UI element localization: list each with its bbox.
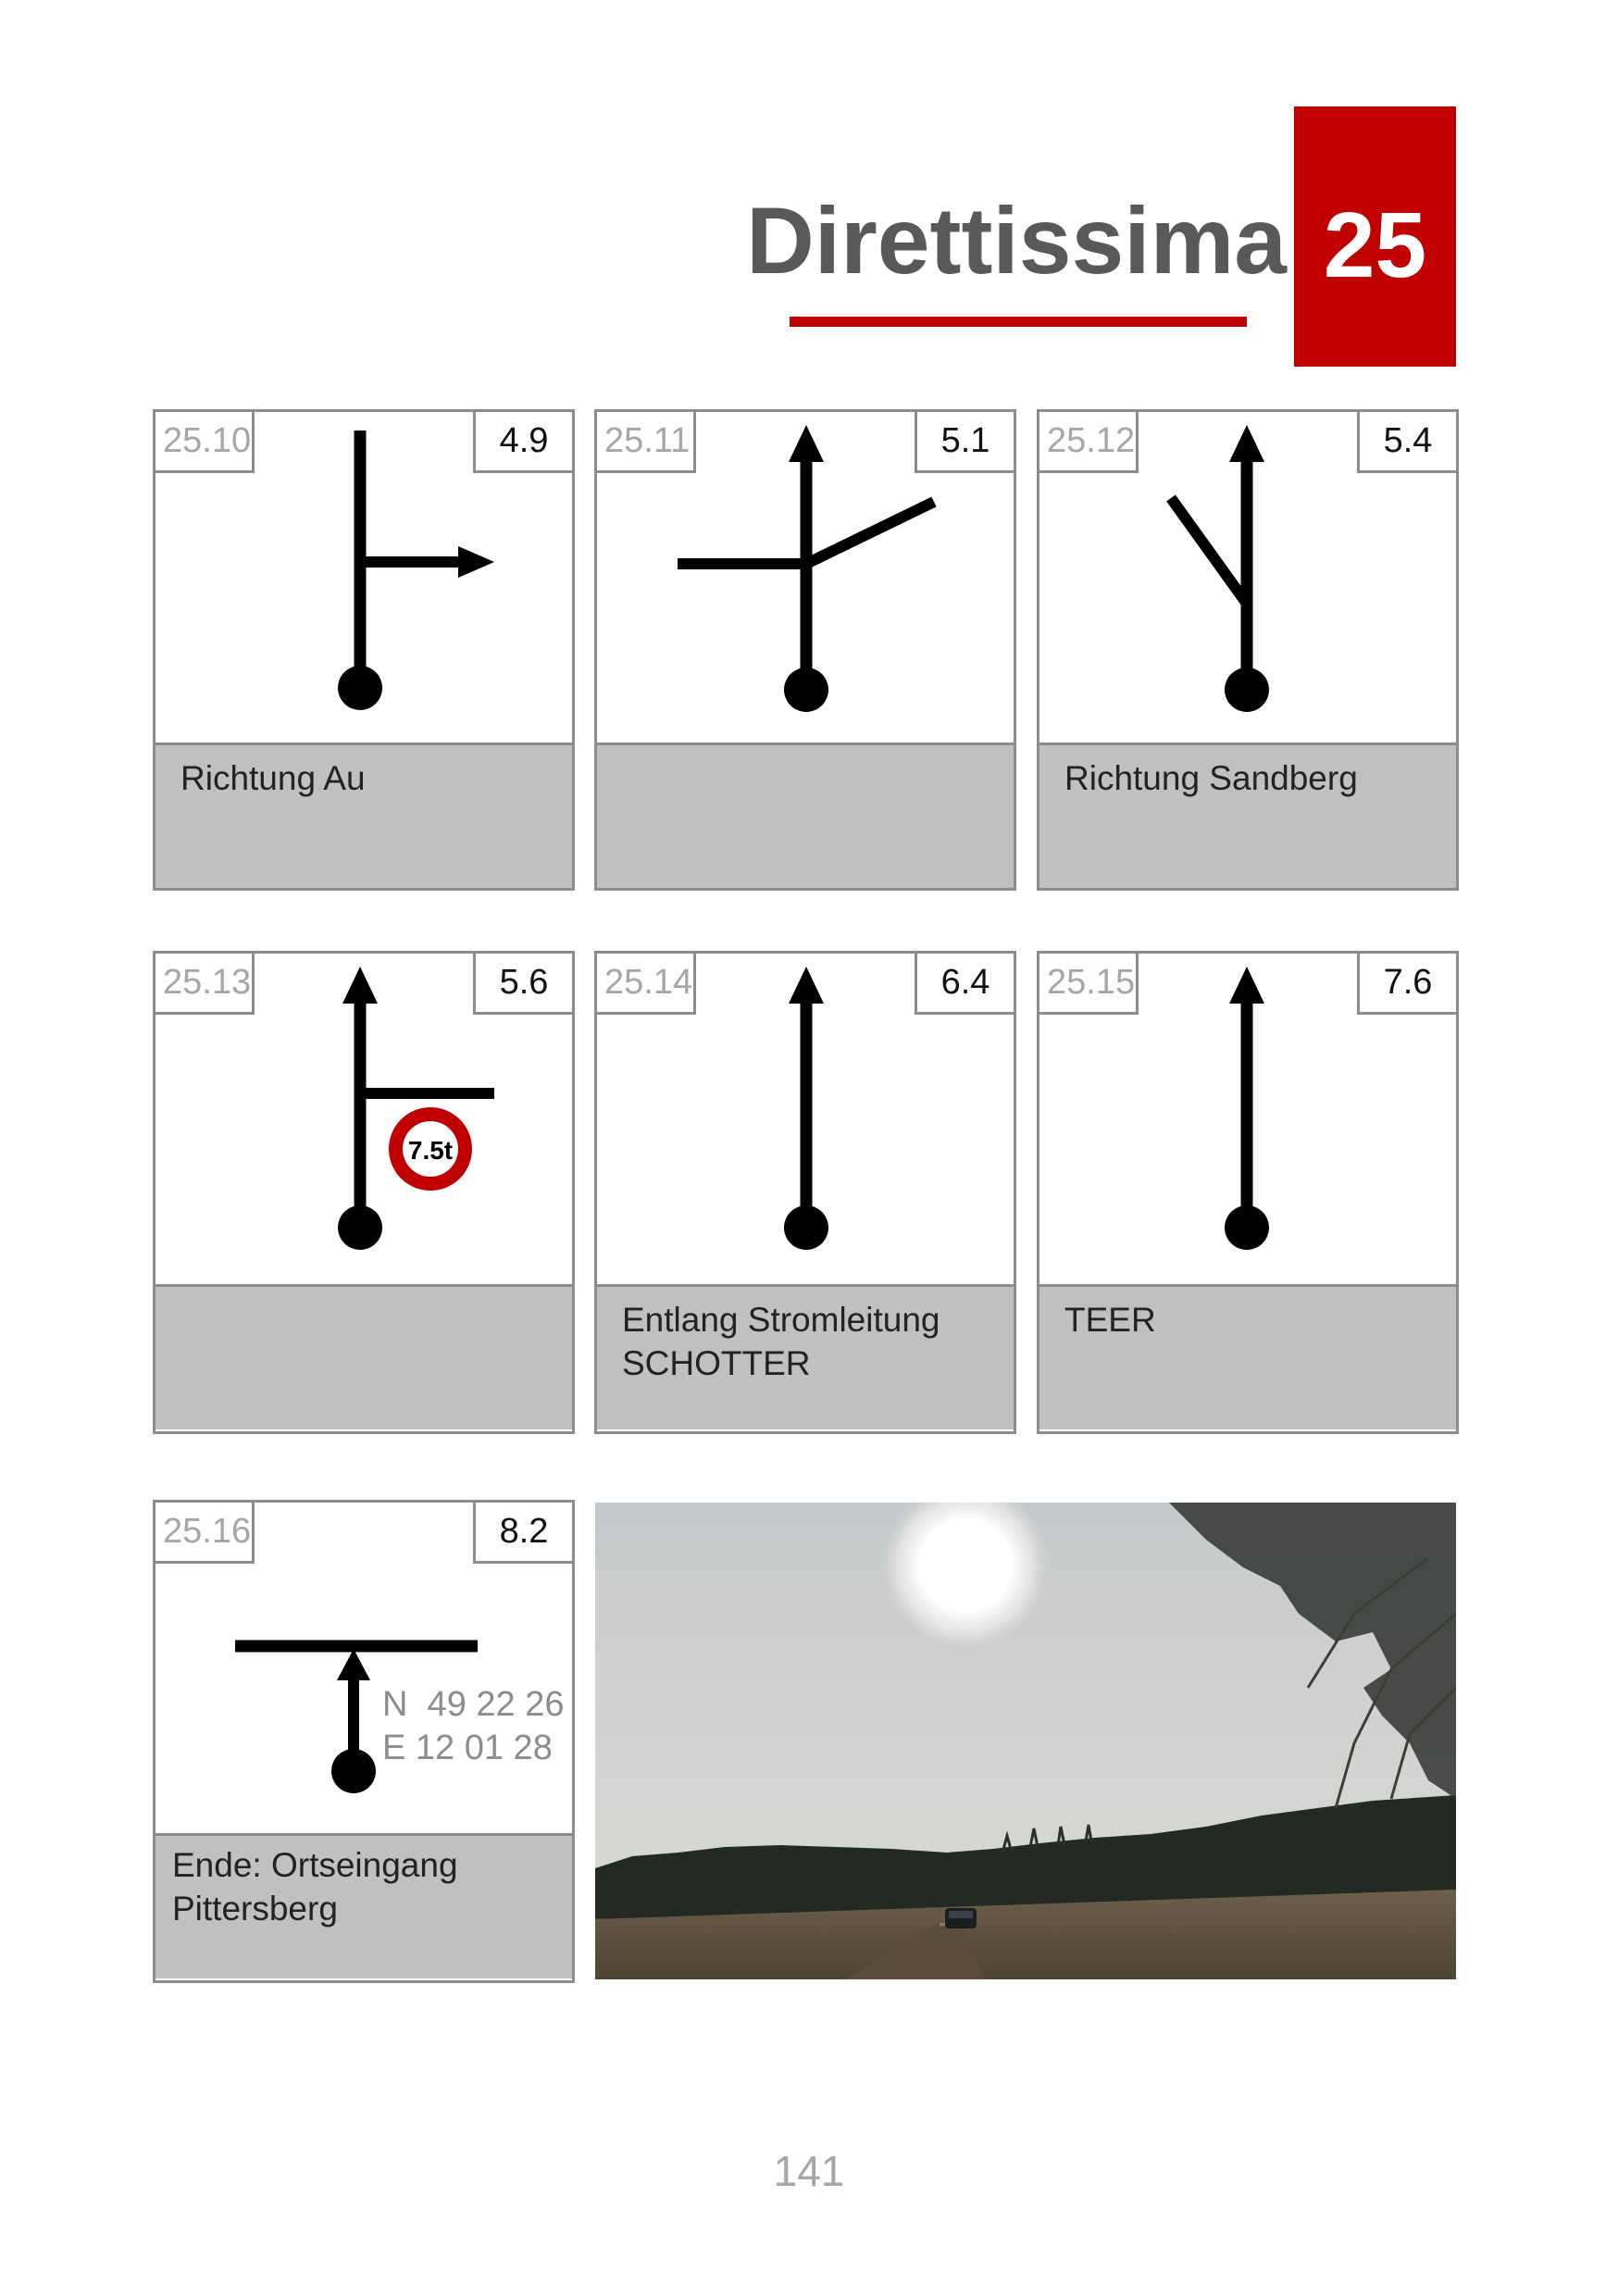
note-panel — [1039, 1284, 1456, 1429]
roadbook-card — [153, 951, 575, 1434]
roadbook-card — [153, 409, 575, 891]
roadbook-card — [594, 951, 1016, 1434]
note-text: Entlang Stromleitung SCHOTTER — [622, 1301, 940, 1382]
waypoint-id: 25.10 — [153, 409, 255, 473]
note-panel — [597, 1284, 1014, 1429]
roadbook-card — [594, 409, 1016, 891]
waypoint-id: 25.11 — [594, 409, 696, 473]
note-panel — [597, 742, 1014, 888]
roadbook-card — [153, 1500, 575, 1983]
landscape-photo-image — [595, 1503, 1456, 1979]
waypoint-id: 25.12 — [1037, 409, 1139, 473]
weight-limit-label: 7.5t — [407, 1136, 454, 1165]
chapter-number: 25 — [1323, 193, 1427, 297]
page-number: 141 — [773, 2147, 845, 2195]
chapter-badge — [1294, 106, 1456, 367]
note-panel — [156, 742, 572, 888]
roadbook-card — [1037, 409, 1459, 891]
note-text: Ende: Ortseingang Pittersberg — [172, 1846, 458, 1928]
note-panel — [156, 1833, 572, 1978]
distance-km: 5.1 — [915, 409, 1016, 473]
note-text: Richtung Sandberg — [1064, 759, 1358, 797]
gps-coordinates: N 49 22 26 E 12 01 28 — [382, 1685, 565, 1767]
note-panel — [156, 1284, 572, 1429]
landscape-photo — [595, 1503, 1456, 1979]
distance-km: 6.4 — [915, 951, 1016, 1015]
waypoint-id: 25.15 — [1037, 951, 1139, 1015]
waypoint-id: 25.14 — [594, 951, 696, 1015]
note-panel — [1039, 742, 1456, 888]
roadbook-card — [1037, 951, 1459, 1434]
waypoint-id: 25.16 — [153, 1500, 255, 1564]
title-underline — [790, 317, 1247, 327]
distance-km: 5.4 — [1357, 409, 1459, 473]
note-text: Richtung Au — [180, 759, 366, 797]
distance-km: 7.6 — [1357, 951, 1459, 1015]
note-text: TEER — [1064, 1301, 1156, 1339]
waypoint-id: 25.13 — [153, 951, 255, 1015]
distance-km: 4.9 — [473, 409, 575, 473]
page-title: Direttissima — [746, 188, 1287, 293]
distance-km: 8.2 — [473, 1500, 575, 1564]
distance-km: 5.6 — [473, 951, 575, 1015]
